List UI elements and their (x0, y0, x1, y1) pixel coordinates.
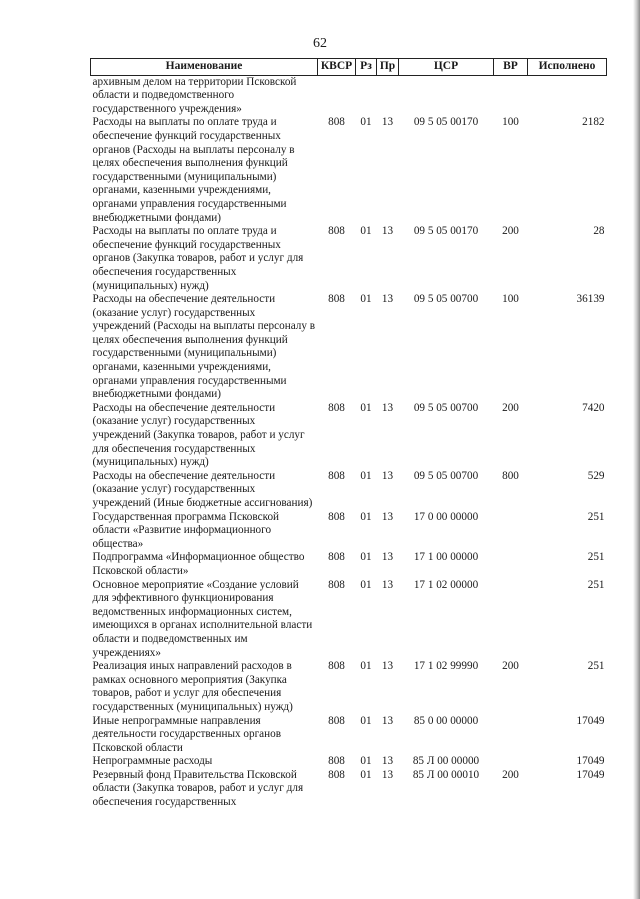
cell-pr: 13 (381, 225, 394, 238)
cell-rz: 01 (360, 293, 372, 306)
cell-csr: 09 5 05 00700 (413, 293, 479, 306)
cell-executed: 2182 (582, 116, 605, 129)
cell-pr (377, 75, 399, 116)
cell-kvsr: 808 (328, 768, 345, 781)
table-row (91, 75, 607, 116)
table-row (91, 551, 607, 578)
cell-csr (399, 75, 494, 116)
cell-kvsr: 808 (328, 660, 345, 673)
header-csr: ЦСР (399, 59, 494, 76)
cell-kvsr: 808 (328, 469, 345, 482)
cell-csr: 09 5 05 00170 (413, 225, 479, 238)
table-header-row (91, 59, 607, 76)
cell-pr: 13 (381, 293, 394, 306)
header-pr: Пр (377, 59, 399, 76)
cell-vr (494, 551, 528, 578)
cell-vr (494, 755, 528, 769)
cell-vr: 200 (502, 660, 519, 673)
table-row (91, 116, 607, 225)
cell-name: Расходы на обеспечение деятельности (оказание услуг) государственных учреждений (Закупка товаров, работ и услуг для обеспечения государственных (муниципальных) нужд) (92, 401, 305, 469)
table-row (91, 755, 607, 769)
cell-csr: 09 5 05 00170 (413, 116, 479, 129)
cell-kvsr: 808 (328, 714, 345, 727)
cell-rz: 01 (360, 578, 372, 591)
cell-pr: 13 (381, 510, 394, 523)
cell-executed: 529 (587, 469, 605, 482)
table-row (91, 225, 607, 293)
cell-pr: 13 (381, 660, 394, 673)
cell-rz: 01 (360, 225, 372, 238)
cell-csr: 85 0 00 00000 (413, 714, 479, 727)
cell-name: Подпрограмма «Информационное общество Псковской области» (92, 551, 305, 577)
cell-pr: 13 (381, 469, 394, 482)
cell-kvsr: 808 (328, 551, 345, 564)
cell-name: Иные непрограммные направления деятельности государственных органов Псковской области (92, 714, 282, 754)
cell-csr: 09 5 05 00700 (413, 401, 479, 414)
cell-name: Резервный фонд Правительства Псковской области (Закупка товаров, работ и услуг для обеспечения государственных (92, 768, 304, 809)
cell-pr: 13 (381, 755, 394, 768)
header-name: Наименование (91, 59, 318, 76)
cell-executed: 17049 (576, 755, 605, 768)
cell-vr (494, 715, 528, 756)
cell-vr: 200 (502, 225, 519, 238)
cell-executed: 36139 (576, 293, 605, 306)
cell-name: архивным делом на территории Псковской области и подведомственного государственного учреждения» (92, 75, 297, 115)
cell-csr: 17 1 02 00000 (413, 578, 479, 591)
cell-csr: 17 1 02 99990 (413, 660, 479, 673)
cell-vr (494, 75, 528, 116)
cell-rz: 01 (360, 768, 372, 781)
cell-kvsr: 808 (328, 116, 345, 129)
cell-pr: 13 (381, 714, 394, 727)
cell-pr: 13 (381, 578, 394, 591)
cell-kvsr: 808 (328, 578, 345, 591)
cell-vr: 200 (502, 768, 519, 781)
cell-rz: 01 (360, 469, 372, 482)
cell-executed: 251 (587, 578, 605, 591)
cell-csr: 85 Л 00 00000 (412, 755, 480, 768)
cell-vr: 200 (502, 401, 519, 414)
header-rz: Рз (356, 59, 377, 76)
cell-executed (528, 75, 607, 116)
table-row (91, 769, 607, 810)
cell-executed: 7420 (582, 401, 605, 414)
cell-vr: 800 (502, 469, 519, 482)
cell-pr: 13 (381, 116, 394, 129)
cell-kvsr (318, 75, 356, 116)
cell-pr: 13 (381, 551, 394, 564)
cell-name: Государственная программа Псковской области «Развитие информационного общества» (92, 510, 280, 550)
cell-kvsr: 808 (328, 293, 345, 306)
header-vr: ВР (494, 59, 528, 76)
header-kvsr: КВСР (318, 59, 356, 76)
cell-executed: 17049 (576, 768, 605, 781)
cell-rz: 01 (360, 116, 372, 129)
cell-name: Основное мероприятие «Создание условий для эффективного функционирования ведомственных информационных систем, имеющихся в органах исполнительной власти области и подведомственных им учреждениях» (92, 578, 313, 659)
cell-rz (356, 75, 377, 116)
cell-name: Расходы на выплаты по оплате труда и обеспечение функций государственных органов (Закупка товаров, работ и услуг для обеспечения государственных (муниципальных) нужд) (92, 225, 304, 292)
cell-vr: 100 (502, 116, 519, 129)
cell-vr (494, 511, 528, 552)
cell-kvsr: 808 (328, 225, 345, 238)
cell-csr: 17 1 00 00000 (413, 551, 479, 564)
cell-executed: 17049 (576, 714, 605, 727)
cell-pr: 13 (381, 768, 394, 781)
cell-name: Расходы на выплаты по оплате труда и обеспечение функций государственных органов (Расходы на выплаты персоналу в целях обеспечения выполнения функций государственными (муниципальными) органами, казенными учреждениями, органами управления государственными внебюджетными фондами) (92, 116, 295, 224)
cell-name: Непрограммные расходы (92, 755, 213, 768)
table-row (91, 511, 607, 552)
cell-rz: 01 (360, 660, 372, 673)
cell-executed: 251 (587, 660, 605, 673)
cell-executed: 251 (587, 551, 605, 564)
cell-kvsr: 808 (328, 510, 345, 523)
cell-executed: 28 (593, 225, 605, 238)
table-row (91, 402, 607, 470)
cell-name: Реализация иных направлений расходов в рамках основного мероприятия (Закупка товаров, работ и услуг для обеспечения государственных (муниципальных) нужд) (92, 660, 293, 713)
table-row (91, 293, 607, 402)
cell-executed: 251 (587, 510, 605, 523)
cell-csr: 85 Л 00 00010 (412, 768, 480, 781)
cell-rz: 01 (360, 401, 372, 414)
table-row (91, 579, 607, 661)
cell-csr: 17 0 00 00000 (413, 510, 479, 523)
page-number: 62 (313, 36, 327, 51)
cell-kvsr: 808 (328, 401, 345, 414)
cell-csr: 09 5 05 00700 (413, 469, 479, 482)
cell-name: Расходы на обеспечение деятельности (оказание услуг) государственных учреждений (Расходы на выплаты персоналу в целях обеспечения выполнения функций государственными (муниципальными) органами, казенными учреждениями, органами управления государственными внебюджетными фондами) (92, 293, 316, 401)
table-row (91, 470, 607, 511)
cell-rz: 01 (360, 755, 372, 768)
table-row (91, 715, 607, 756)
cell-vr (494, 579, 528, 661)
cell-rz: 01 (360, 551, 372, 564)
cell-pr: 13 (381, 401, 394, 414)
cell-vr: 100 (502, 293, 519, 306)
cell-kvsr: 808 (328, 755, 345, 768)
cell-rz: 01 (360, 510, 372, 523)
header-executed: Исполнено (528, 59, 607, 76)
budget-table (90, 58, 607, 810)
scan-edge-shadow (633, 0, 640, 899)
cell-rz: 01 (360, 714, 372, 727)
table-row (91, 660, 607, 714)
cell-name: Расходы на обеспечение деятельности (оказание услуг) государственных учреждений (Иные бюджетные ассигнования) (92, 469, 313, 509)
